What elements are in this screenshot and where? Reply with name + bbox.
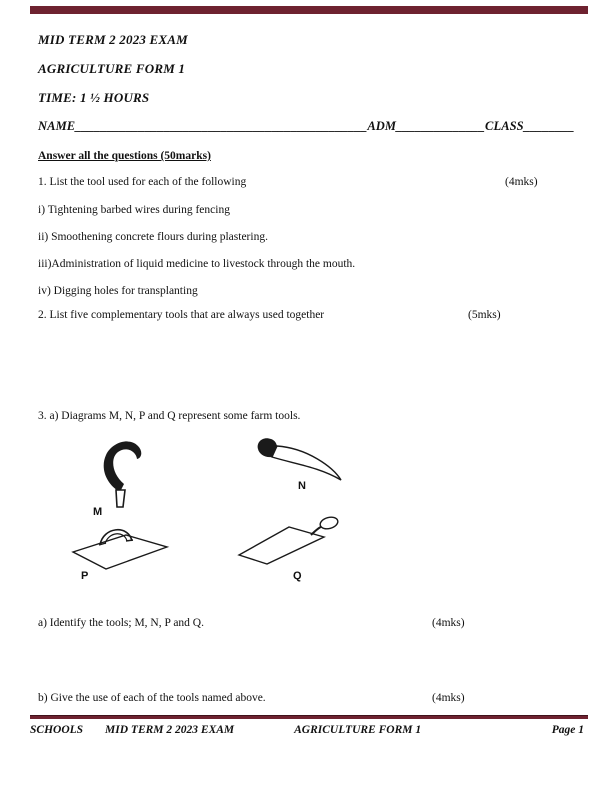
subject-title: AGRICULTURE FORM 1 [38,61,186,76]
question-3b-text: b) Give the use of each of the tools named above. [38,692,266,704]
question-3a-marks: (4mks) [432,617,465,629]
name-adm-class-line [38,119,575,134]
question-2-text: 2. List five complementary tools that are always used together [38,309,325,321]
instructions-heading: Answer all the questions (50marks) [38,150,211,162]
top-accent-bar [30,6,588,14]
tool-p-label: P [81,570,89,582]
time-allowed: TIME: 1 ½ HOURS [38,90,150,105]
question-3b-marks: (4mks) [432,692,465,704]
question-1-text: 1. List the tool used for each of the following [38,176,247,188]
question-2 [38,309,575,321]
tool-n-pruning-hook-illustration [255,436,345,482]
footer-subject: AGRICULTURE FORM 1 [294,724,422,736]
tool-q-label: Q [293,570,302,582]
question-1-item-ii: ii) Smoothening concrete flours during plastering. [38,231,268,243]
page-footer [30,724,584,736]
tool-p-wood-float-illustration [70,522,170,572]
question-2-marks: (5mks) [468,309,501,321]
question-3-intro: 3. a) Diagrams M, N, P and Q represent some farm tools. [38,410,301,422]
footer-page-number: Page 1 [551,724,584,736]
question-3a [38,617,575,629]
exam-title: MID TERM 2 2023 EXAM [38,32,188,47]
footer-exam-title: MID TERM 2 2023 EXAM [105,724,235,736]
adm-blank-field: ______________ [396,119,486,133]
question-1-marks: (4mks) [505,176,538,188]
footer-rule [30,715,588,719]
tool-m-label: M [93,506,103,518]
question-1 [38,176,575,188]
footer-schools: SCHOOLS [30,724,84,736]
question-3b [38,692,575,704]
question-1-item-iii: iii)Administration of liquid medicine to livestock through the mouth. [38,258,356,270]
name-blank-field: ______________________________________________ [75,119,368,133]
class-blank-field: ________ [523,119,575,133]
class-label: CLASS [485,119,524,133]
question-1-item-i: i) Tightening barbed wires during fencing [38,204,230,216]
tool-q-trowel-illustration [237,514,339,566]
name-label: NAME [38,119,76,133]
question-1-item-iv: iv) Digging holes for transplanting [38,285,198,297]
adm-label: ADM [367,119,397,133]
tool-n-label: N [298,480,306,492]
tool-m-sickle-illustration [98,438,142,508]
question-3a-text: a) Identify the tools; M, N, P and Q. [38,617,204,629]
